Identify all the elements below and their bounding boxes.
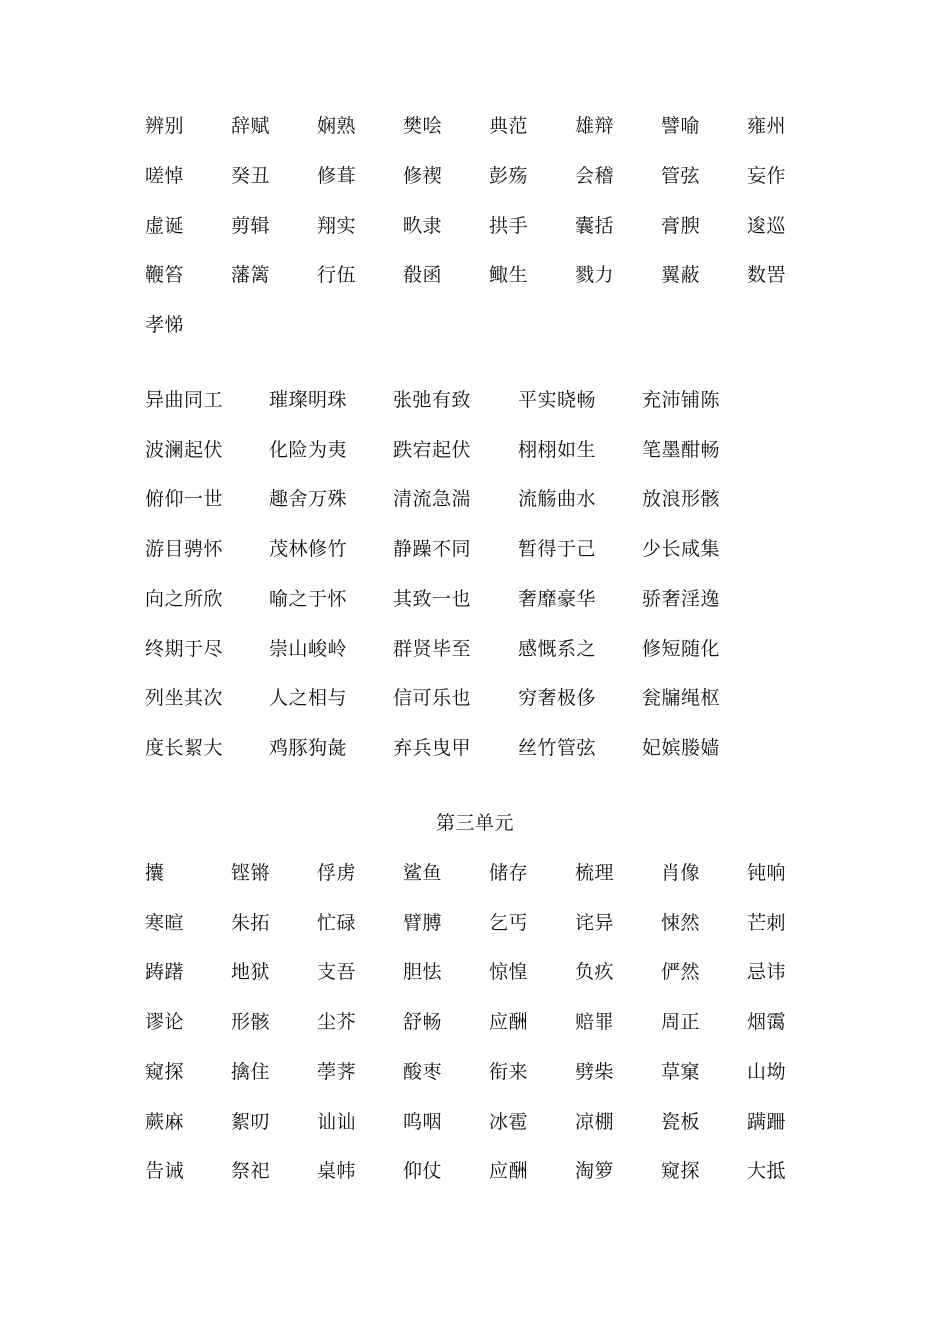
idiom: 化险为夷 (269, 439, 348, 461)
vocab-word: 典范 (489, 115, 529, 137)
vocab-word: 惊惶 (489, 961, 529, 983)
vocab-word: 桌帏 (317, 1160, 357, 1182)
vocab-word: 辞赋 (231, 115, 271, 137)
vocab-word: 讪讪 (317, 1111, 357, 1133)
vocab-word: 赔罪 (575, 1011, 615, 1033)
vocab-word: 戮力 (575, 264, 615, 286)
vocab-word: 翼蔽 (661, 264, 701, 286)
vocab-word: 膏腴 (661, 215, 701, 237)
word-row (0, 310, 950, 340)
vocab-word: 朱拓 (231, 912, 271, 934)
vocab-word: 絮叨 (231, 1111, 271, 1133)
vocab-word: 忙碌 (317, 912, 357, 934)
idiom: 笔墨酣畅 (642, 439, 721, 461)
vocab-word: 烟霭 (747, 1011, 787, 1033)
vocab-word: 凉棚 (575, 1111, 615, 1133)
vocab-word: 殽函 (403, 264, 443, 286)
vocab-word: 拱手 (489, 215, 529, 237)
vocab-word: 尘芥 (317, 1011, 357, 1033)
idiom: 栩栩如生 (518, 439, 597, 461)
idiom: 信可乐也 (393, 687, 472, 709)
vocab-word: 彭殇 (489, 165, 529, 187)
idiom: 跌宕起伏 (393, 439, 472, 461)
idiom: 流觞曲水 (518, 488, 597, 510)
idiom: 静躁不同 (393, 538, 472, 560)
vocab-word: 癸丑 (231, 165, 271, 187)
vocab-word: 负疚 (575, 961, 615, 983)
vocab-word: 修禊 (403, 165, 443, 187)
vocab-word: 俨然 (661, 961, 701, 983)
idiom: 人之相与 (269, 687, 348, 709)
vocab-word: 呜咽 (403, 1111, 443, 1133)
vocab-word: 地狱 (231, 961, 271, 983)
vocab-word: 舒畅 (403, 1011, 443, 1033)
unit-3-heading: 第三单元 (435, 812, 514, 834)
vocab-word: 乞丐 (489, 912, 529, 934)
vocab-word: 孝悌 (145, 314, 185, 336)
vocab-word: 雄辩 (575, 115, 615, 137)
idiom: 璀璨明珠 (269, 389, 348, 411)
vocab-word: 臂膊 (403, 912, 443, 934)
idiom: 少长咸集 (642, 538, 721, 560)
idiom-row (0, 634, 950, 664)
vocab-word: 嗟悼 (145, 165, 185, 187)
vocab-word: 应酬 (489, 1160, 529, 1182)
idiom: 骄奢淫逸 (642, 588, 721, 610)
word-row (0, 111, 950, 141)
vocab-word: 梳理 (575, 862, 615, 884)
idiom: 感慨系之 (518, 638, 597, 660)
idiom: 喻之于怀 (269, 588, 348, 610)
vocab-word: 形骸 (231, 1011, 271, 1033)
vocab-word: 劈柴 (575, 1061, 615, 1083)
idiom: 暂得于己 (518, 538, 597, 560)
word-row (0, 858, 950, 888)
idiom: 弃兵曳甲 (393, 737, 472, 759)
vocab-word: 肖像 (661, 862, 701, 884)
vocab-word: 胆怯 (403, 961, 443, 983)
idiom: 瓮牖绳枢 (642, 687, 721, 709)
idiom: 异曲同工 (145, 389, 224, 411)
vocab-word: 窥探 (145, 1061, 185, 1083)
vocab-word: 草窠 (661, 1061, 701, 1083)
idiom-row (0, 534, 950, 564)
vocab-word: 鲨鱼 (403, 862, 443, 884)
vocab-word: 攮 (145, 862, 165, 884)
idiom-row (0, 683, 950, 713)
vocab-word: 鲰生 (489, 264, 529, 286)
vocab-word: 虚诞 (145, 215, 185, 237)
vocab-word: 妄作 (747, 165, 787, 187)
idiom-row (0, 584, 950, 614)
idiom: 度长絜大 (145, 737, 224, 759)
vocab-word: 应酬 (489, 1011, 529, 1033)
vocab-word: 大抵 (747, 1160, 787, 1182)
idiom: 丝竹管弦 (518, 737, 597, 759)
word-row (0, 1156, 950, 1186)
idiom: 平实晓畅 (518, 389, 597, 411)
vocab-word: 诧异 (575, 912, 615, 934)
vocab-word: 窥探 (661, 1160, 701, 1182)
word-row (0, 957, 950, 987)
vocab-word: 支吾 (317, 961, 357, 983)
idiom: 崇山峻岭 (269, 638, 348, 660)
vocab-word: 雍州 (747, 115, 787, 137)
idiom: 群贤毕至 (393, 638, 472, 660)
vocab-word: 俘虏 (317, 862, 357, 884)
vocab-word: 仰仗 (403, 1160, 443, 1182)
vocab-word: 衔来 (489, 1061, 529, 1083)
idiom-row (0, 733, 950, 763)
idiom-row (0, 435, 950, 465)
vocab-word: 鞭笞 (145, 264, 185, 286)
vocab-word: 铿锵 (231, 862, 271, 884)
word-row (0, 260, 950, 290)
idiom: 充沛铺陈 (642, 389, 721, 411)
vocab-word: 告诫 (145, 1160, 185, 1182)
idiom: 列坐其次 (145, 687, 224, 709)
vocab-word: 蕨麻 (145, 1111, 185, 1133)
idiom: 其致一也 (393, 588, 472, 610)
vocab-word: 钝响 (747, 862, 787, 884)
word-row (0, 1007, 950, 1037)
vocab-word: 畂隶 (403, 215, 443, 237)
vocab-word: 翔实 (317, 215, 357, 237)
vocab-word: 踌躇 (145, 961, 185, 983)
vocab-word: 芒刺 (747, 912, 787, 934)
idiom: 奢靡豪华 (518, 588, 597, 610)
idiom: 波澜起伏 (145, 439, 224, 461)
idiom: 妃嫔媵嫱 (642, 737, 721, 759)
vocab-word: 周正 (661, 1011, 701, 1033)
vocab-word: 譬喻 (661, 115, 701, 137)
idiom: 修短随化 (642, 638, 721, 660)
vocab-word: 会稽 (575, 165, 615, 187)
word-row (0, 161, 950, 191)
idiom: 趣舍万殊 (269, 488, 348, 510)
vocab-word: 悚然 (661, 912, 701, 934)
vocab-word: 娴熟 (317, 115, 357, 137)
idiom: 俯仰一世 (145, 488, 224, 510)
vocab-word: 蹒跚 (747, 1111, 787, 1133)
idiom: 穷奢极侈 (518, 687, 597, 709)
idiom: 游目骋怀 (145, 538, 224, 560)
vocab-word: 管弦 (661, 165, 701, 187)
vocab-word: 荸荠 (317, 1061, 357, 1083)
vocab-word: 谬论 (145, 1011, 185, 1033)
idiom: 茂林修竹 (269, 538, 348, 560)
vocab-word: 祭祀 (231, 1160, 271, 1182)
vocab-word: 数罟 (747, 264, 787, 286)
vocab-word: 寒暄 (145, 912, 185, 934)
vocab-word: 囊括 (575, 215, 615, 237)
vocab-word: 酸枣 (403, 1061, 443, 1083)
idiom: 张弛有致 (393, 389, 472, 411)
vocab-word: 辨别 (145, 115, 185, 137)
vocab-word: 擒住 (231, 1061, 271, 1083)
vocab-word: 瓷板 (661, 1111, 701, 1133)
vocab-word: 剪辑 (231, 215, 271, 237)
vocab-word: 忌讳 (747, 961, 787, 983)
vocab-word: 樊哙 (403, 115, 443, 137)
word-row (0, 908, 950, 938)
idiom: 清流急湍 (393, 488, 472, 510)
word-row (0, 1057, 950, 1087)
idiom: 放浪形骸 (642, 488, 721, 510)
vocab-word: 藩篱 (231, 264, 271, 286)
idiom: 终期于尽 (145, 638, 224, 660)
vocab-word: 行伍 (317, 264, 357, 286)
word-row (0, 211, 950, 241)
word-row (0, 1107, 950, 1137)
idiom-row (0, 385, 950, 415)
vocab-word: 冰雹 (489, 1111, 529, 1133)
vocab-word: 逡巡 (747, 215, 787, 237)
idiom: 鸡豚狗彘 (269, 737, 348, 759)
idiom-row (0, 484, 950, 514)
idiom: 向之所欣 (145, 588, 224, 610)
vocab-word: 山坳 (747, 1061, 787, 1083)
vocab-word: 修葺 (317, 165, 357, 187)
vocab-word: 淘箩 (575, 1160, 615, 1182)
vocab-word: 储存 (489, 862, 529, 884)
